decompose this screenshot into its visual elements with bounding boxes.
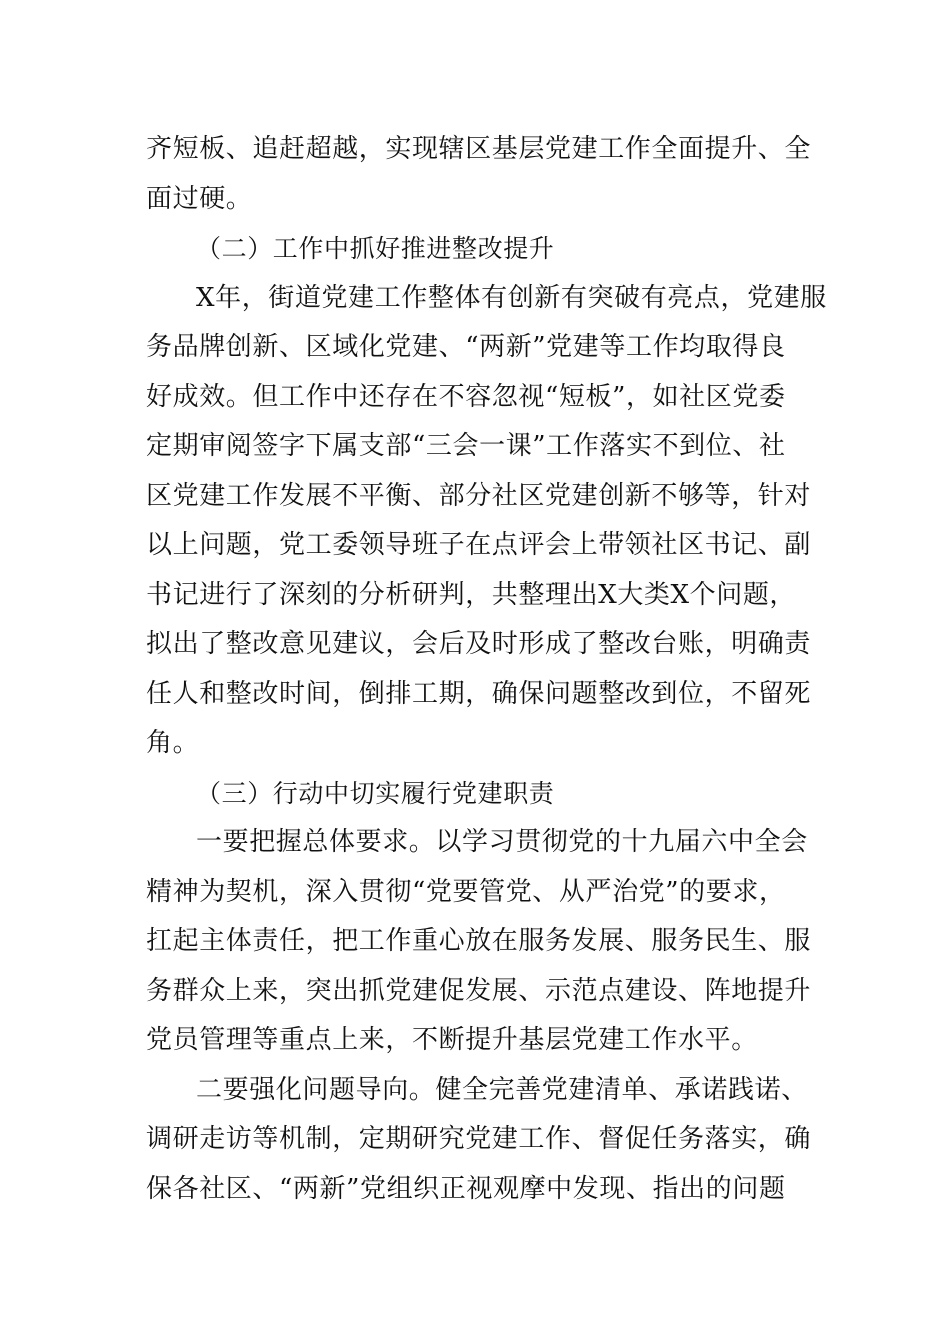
body-line: 拟出了整改意见建议，会后及时形成了整改台账，明确责 (146, 629, 812, 659)
body-line: 书记进行了深刻的分析研判，共整理出X大类X个问题， (146, 579, 797, 610)
paragraph-start-line: X年，街道党建工作整体有创新有突破有亮点，党建服 (196, 282, 827, 313)
paragraph-start-line: 二要强化问题导向。健全完善党建清单、承诺践诺、 (196, 1074, 808, 1105)
body-line: 以上问题，党工委领导班子在点评会上带领社区书记、副 (146, 530, 812, 560)
body-line: 齐短板、追赶超越，实现辖区基层党建工作全面提升、全 (146, 134, 812, 164)
body-line: 角。 (146, 728, 200, 758)
body-line: 定期审阅签字下属支部“三会一课”工作落实不到位、社 (146, 431, 786, 461)
body-line: 面过硬。 (146, 183, 253, 214)
body-line: 精神为契机，深入贯彻“党要管党、从严治党”的要求， (146, 876, 786, 907)
body-line: 调研走访等机制，定期研究党建工作、督促任务落实，确 (146, 1124, 812, 1154)
body-line: 好成效。但工作中还存在不容忽视“短板”，如社区党委 (146, 381, 786, 412)
body-line: 区党建工作发展不平衡、部分社区党建创新不够等，针对 (146, 480, 812, 511)
body-line: 保各社区、“两新”党组织正视观摩中发现、指出的问题 (146, 1173, 786, 1204)
section-heading-2: （二）工作中抓好推进整改提升 (196, 234, 555, 263)
document-body (146, 125, 827, 1214)
body-line: 扛起主体责任，把工作重心放在服务发展、服务民生、服 (146, 926, 812, 956)
section-heading-3: （三）行动中切实履行党建职责 (196, 778, 555, 808)
body-line: 务群众上来，突出抓党建促发展、示范点建设、阵地提升 (146, 975, 812, 1006)
body-line: 党员管理等重点上来，不断提升基层党建工作水平。 (146, 1025, 758, 1055)
paragraph-start-line: 一要把握总体要求。以学习贯彻党的十九届六中全会 (196, 827, 808, 857)
body-line: 任人和整改时间，倒排工期，确保问题整改到位，不留死 (146, 678, 812, 709)
body-line: 务品牌创新、区域化党建、“两新”党建等工作均取得良 (146, 332, 786, 362)
